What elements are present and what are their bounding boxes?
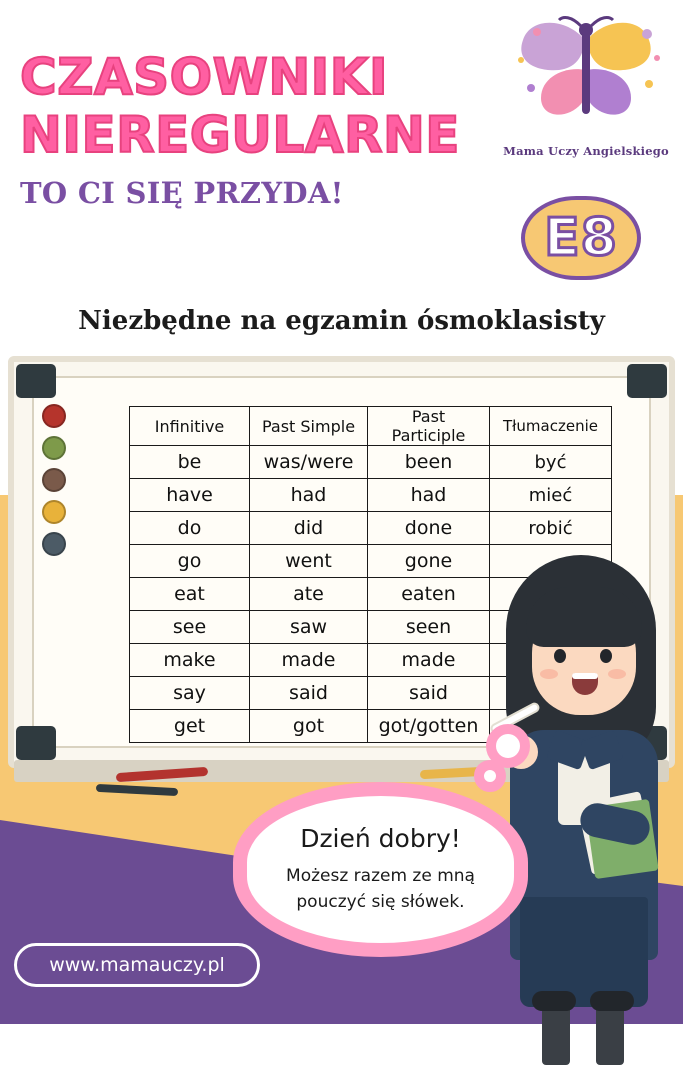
cell-past-participle: said (368, 677, 490, 710)
magnet-red (42, 404, 66, 428)
cell-past-participle: had (368, 479, 490, 512)
cell-past-simple: was/were (250, 446, 368, 479)
board-corner-top-right (627, 364, 667, 398)
teacher-eye-left (554, 649, 566, 663)
cell-past-simple: said (250, 677, 368, 710)
cell-translation: mieć (490, 479, 612, 512)
teacher-cheek-left (540, 669, 558, 679)
cell-past-simple: got (250, 710, 368, 743)
speech-bubble (233, 782, 528, 957)
speech-bubble-line-2: pouczyć się słówek. (296, 892, 465, 912)
speech-bubble-title: Dzień dobry! (300, 824, 461, 853)
cell-past-participle: made (368, 644, 490, 677)
cell-infinitive: eat (130, 578, 250, 611)
cell-infinitive: see (130, 611, 250, 644)
cell-past-participle: seen (368, 611, 490, 644)
cell-infinitive: be (130, 446, 250, 479)
title-line-1: CZASOWNIKI (20, 48, 389, 106)
magnet-yellow (42, 500, 66, 524)
cell-infinitive: have (130, 479, 250, 512)
teacher-illustration (484, 545, 683, 1015)
table-row (130, 512, 612, 545)
column-header-translation: Tłumaczenie (490, 407, 612, 446)
cell-infinitive: say (130, 677, 250, 710)
cell-past-simple: did (250, 512, 368, 545)
teacher-shoe-left (532, 991, 576, 1011)
cell-past-participle: eaten (368, 578, 490, 611)
cell-past-participle: been (368, 446, 490, 479)
butterfly-icon (497, 14, 675, 142)
cell-past-simple: went (250, 545, 368, 578)
speech-bubble-dot-small (474, 760, 506, 792)
board-corner-bottom-left (16, 726, 56, 760)
title-line-2: NIEREGULARNE (20, 106, 460, 164)
magnet-strip (42, 404, 70, 564)
board-corner-top-left (16, 364, 56, 398)
teacher-teeth (572, 673, 598, 679)
exam-badge-label: E8 (544, 208, 618, 268)
cell-past-simple: had (250, 479, 368, 512)
website-url-text: www.mamauczy.pl (49, 954, 225, 976)
brand-logo-text: Mama Uczy Angielskiego (503, 144, 669, 158)
cell-infinitive: make (130, 644, 250, 677)
brand-logo (497, 14, 675, 164)
page-subtitle: TO CI SIĘ PRZYDA! (20, 176, 344, 210)
speech-bubble-line-1: Możesz razem ze mną (286, 866, 475, 886)
teacher-eye-right (600, 649, 612, 663)
website-url-badge[interactable] (14, 943, 260, 987)
teacher-shoe-right (590, 991, 634, 1011)
column-header-infinitive: Infinitive (130, 407, 250, 446)
table-row (130, 446, 612, 479)
cell-infinitive: get (130, 710, 250, 743)
exam-badge (521, 196, 641, 280)
cell-infinitive: do (130, 512, 250, 545)
magnet-brown (42, 468, 66, 492)
exam-note: Niezbędne na egzamin ósmoklasisty (78, 306, 605, 336)
magnet-green (42, 436, 66, 460)
magnet-grey (42, 532, 66, 556)
table-row (130, 479, 612, 512)
teacher-fringe (526, 587, 642, 647)
column-header-past-participle: Past Participle (368, 407, 490, 446)
cell-translation: robić (490, 512, 612, 545)
page-title (20, 48, 560, 210)
cell-past-simple: made (250, 644, 368, 677)
teacher-cheek-right (608, 669, 626, 679)
cell-past-participle: done (368, 512, 490, 545)
cell-past-simple: saw (250, 611, 368, 644)
cell-translation: być (490, 446, 612, 479)
column-header-past-simple: Past Simple (250, 407, 368, 446)
cell-past-simple: ate (250, 578, 368, 611)
cell-past-participle: gone (368, 545, 490, 578)
cell-infinitive: go (130, 545, 250, 578)
table-header-row (130, 407, 612, 446)
cell-past-participle: got/gotten (368, 710, 490, 743)
